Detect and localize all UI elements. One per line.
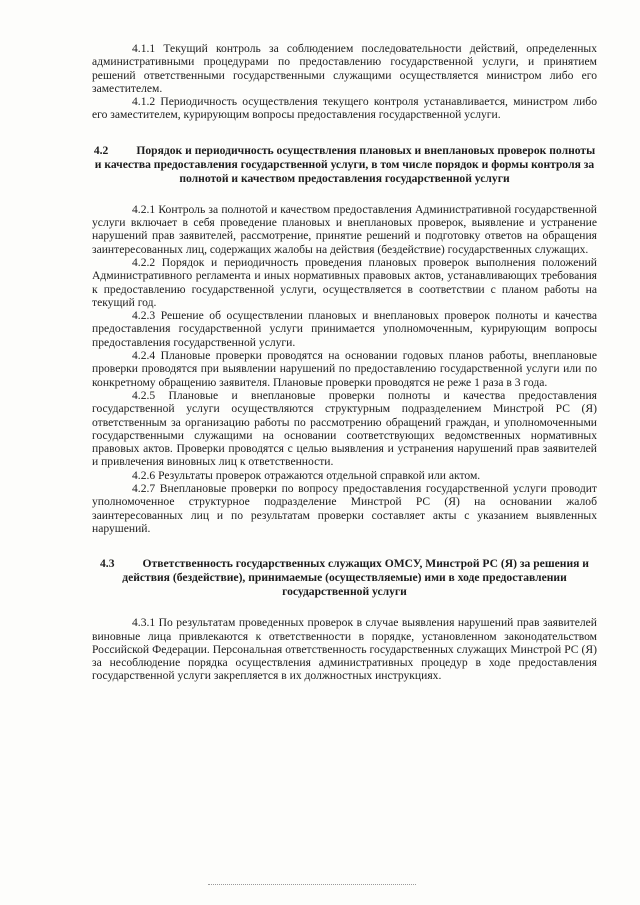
section-heading-4-3: [92, 557, 597, 599]
spacer: [92, 535, 597, 557]
paragraph-4-2-2: 4.2.2 Порядок и периодичность проведения плановых проверок выполнения положений Административного регламента и иных нормативных правовых актов, устанавливающих требования к предоставлению государственной услуги, осуществляется в соответствии с планом работы на текущий год.: [92, 255, 597, 309]
spacer: [92, 122, 597, 144]
paragraph-4-2-1: 4.2.1 Контроль за полнотой и качеством предоставления Административной государственной услуги включает в себя проведение плановых и внеплановых проверок, выявление и устранение нарушений прав заявителей, рассмотрение, принятие решений и подготовку ответов на обращения заинтересованных лиц, содержащих жалобы на действия (бездействие) государственных служащих.: [92, 202, 597, 256]
spacer: [92, 186, 597, 203]
spacer: [92, 599, 597, 616]
section-heading-4-2: [92, 144, 597, 186]
paragraph-4-2-7: 4.2.7 Внеплановые проверки по вопросу предоставления государственной услуги проводит уполномоченное структурное подразделение Минстрой РС (Я) на основании жалоб заинтересованных лиц и по результатам проверки составляет акты с указанием выявленных нарушений.: [92, 482, 597, 535]
document-body: [92, 42, 597, 683]
paragraph-4-2-4: 4.2.4 Плановые проверки проводятся на основании годовых планов работы, внеплановые проверки проводятся при выявлении нарушений по предоставлению государственной услуги или по конкретному обращению заявителя. Плановые проверки проводятся не реже 1 раза в 3 года.: [92, 349, 597, 389]
paragraph-4-2-6: 4.2.6 Результаты проверок отражаются отдельной справкой или актом.: [132, 468, 481, 482]
section-title: Ответственность государственных служащих ОМСУ, Минстрой РС (Я) за решения и действия (бездействие), принимаемые (осуществляемые) ими в ходе предоставлении государственной услуги: [122, 557, 589, 599]
section-title: Порядок и периодичность осуществления плановых и внеплановых проверок полноты и качества предоставления государственной услуги, в том числе порядок и формы контроля за полнотой и качеством предоставления государственной услуги: [94, 143, 596, 185]
section-number: 4.2: [93, 143, 109, 157]
paragraph-4-2-3: 4.2.3 Решение об осуществлении плановых и внеплановых проверок полноты и качества предоставления государственной услуги принимается уполномоченным, курирующим вопросы предоставления государственной услуги.: [92, 309, 597, 349]
paragraph-4-1-2: 4.1.2 Периодичность осуществления текущего контроля устанавливается, министром либо его заместителем, курирующим вопросы предоставления государственной услуги.: [92, 95, 597, 122]
section-number: 4.3: [100, 557, 115, 571]
paragraph-4-3-1: 4.3.1 По результатам проведенных проверок в случае выявления нарушений прав заявителей виновные лица привлекаются к ответственности в порядке, установленном законодательством Российской Федерации. Персональная ответственность государственных служащих Минстрой РС (Я) за несоблюдение порядка осуществления административных процедур в ходе предоставления государственной услуги закрепляется в их должностных инструкциях.: [92, 616, 597, 683]
scan-artifact-line: [208, 884, 416, 885]
paragraph-4-1-1: 4.1.1 Текущий контроль за соблюдением последовательности действий, определенных административными процедурами по предоставлению государственной услуги, и принятием решений ответственными государственными служащими осуществляется министром либо его заместителем.: [92, 42, 597, 95]
paragraph-4-2-5: 4.2.5 Плановые и внеплановые проверки полноты и качества предоставления государственной услуги осуществляются структурным подразделением Минстрой РС (Я) ответственным за организацию работы по рассмотрению обращений граждан, и уполномоченными государственными служащими на основании соответствующих ведомственных нормативных правовых актов. Проверки проводятся с целью выявления и устранения нарушений прав заявителей и привлечения виновных лиц к ответственности.: [92, 388, 597, 469]
